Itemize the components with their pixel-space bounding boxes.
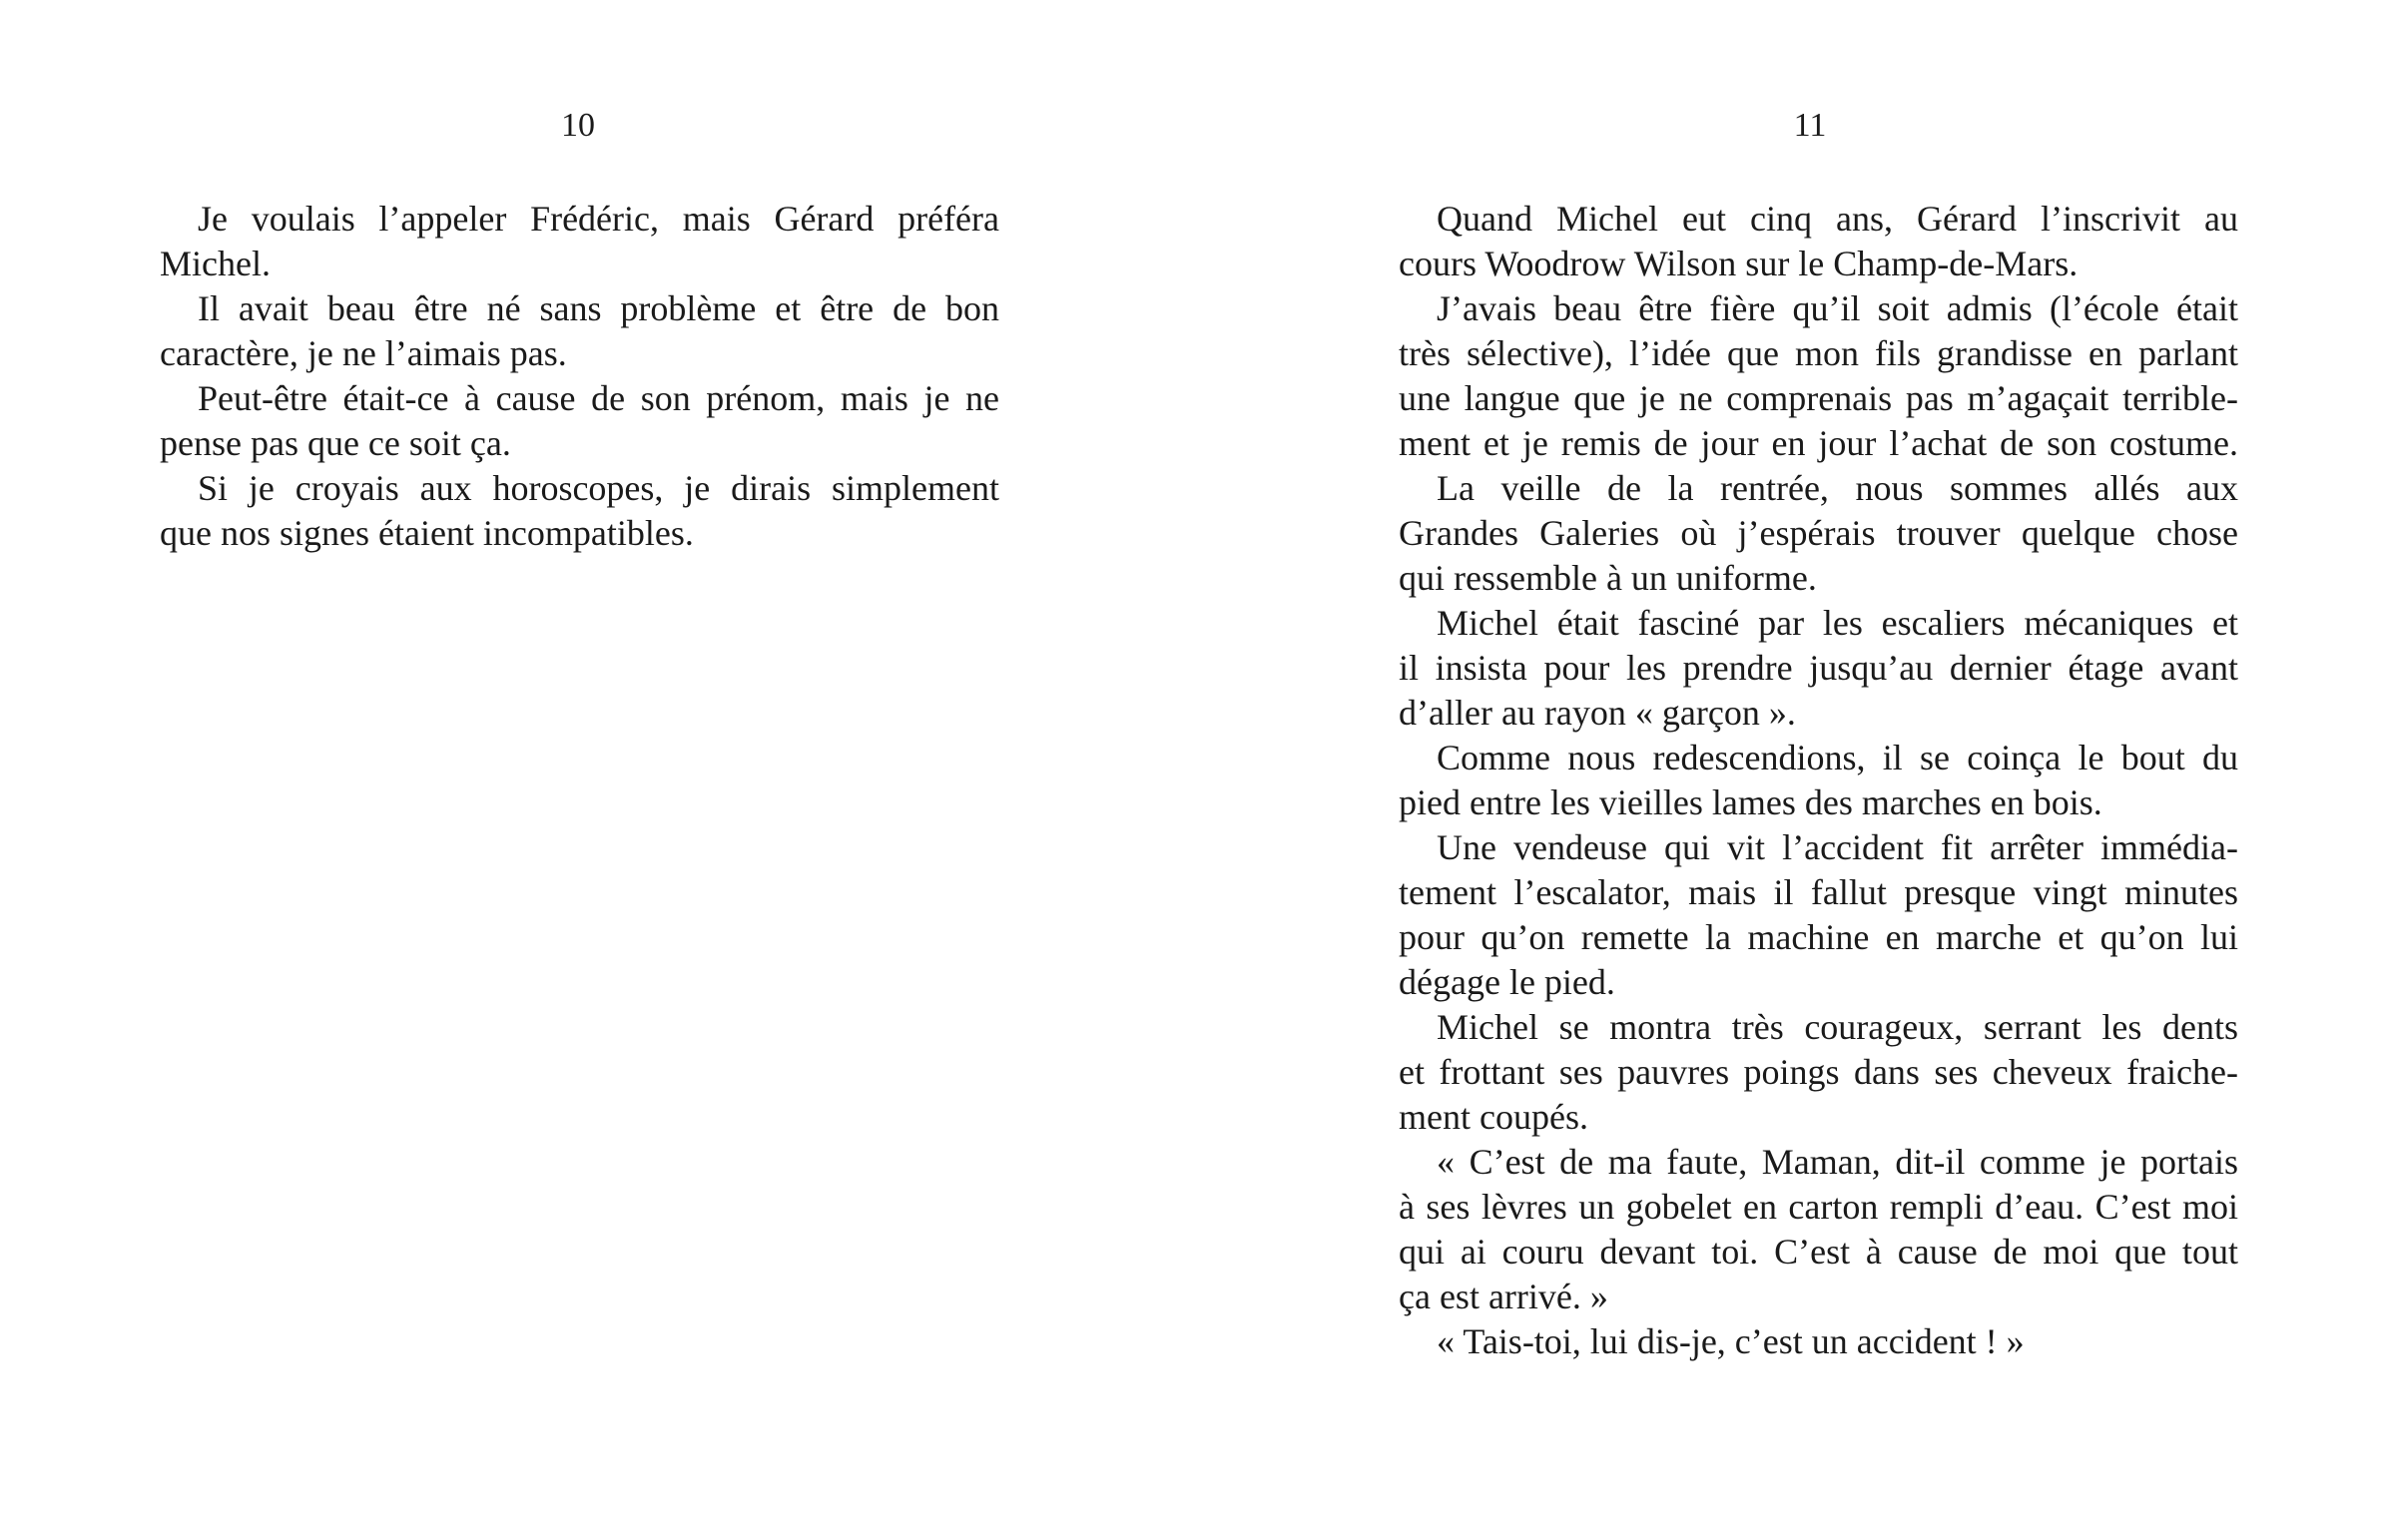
text-line: Michel. xyxy=(160,244,271,283)
text-line: une langue que je ne comprenais pas m’agaçait terrible- xyxy=(1399,378,2238,418)
text-line: ment et je remis de jour en jour l’achat de son costume. xyxy=(1399,423,2238,463)
text-line: « C’est de ma faute, Maman, dit-il comme je portais xyxy=(1437,1142,2238,1182)
text-line: « Tais-toi, lui dis-je, c’est un accident ! » xyxy=(1437,1321,2025,1361)
text-line: ça est arrivé. » xyxy=(1399,1277,1608,1316)
text-line: ment coupés. xyxy=(1399,1097,1588,1137)
text-line: pense pas que ce soit ça. xyxy=(160,423,511,463)
text-line: très sélective), l’idée que mon fils grandisse en parlant xyxy=(1399,333,2238,373)
text-line: pour qu’on remette la machine en marche et qu’on lui xyxy=(1399,917,2238,957)
text-line: caractère, je ne l’aimais pas. xyxy=(160,333,567,373)
left-page xyxy=(0,0,1190,1540)
page-number: 11 xyxy=(1793,107,1827,144)
text-line: Une vendeuse qui vit l’accident fit arrêter immédia- xyxy=(1437,827,2238,867)
text-line: La veille de la rentrée, nous sommes allés aux xyxy=(1437,468,2238,508)
text-line: et frottant ses pauvres poings dans ses cheveux fraiche- xyxy=(1399,1052,2238,1092)
text-line: Je voulais l’appeler Frédéric, mais Gérard préféra xyxy=(198,199,999,239)
text-line: Peut-être était-ce à cause de son prénom, mais je ne xyxy=(198,378,999,418)
text-line: que nos signes étaient incompatibles. xyxy=(160,513,694,553)
text-line: Michel se montra très courageux, serrant les dents xyxy=(1437,1007,2238,1047)
text-line: Il avait beau être né sans problème et être de bon xyxy=(198,288,999,328)
text-line: qui ressemble à un uniforme. xyxy=(1399,558,1817,598)
text-line: pied entre les vieilles lames des marches en bois. xyxy=(1399,782,2102,822)
text-line: dégage le pied. xyxy=(1399,962,1615,1002)
text-line: à ses lèvres un gobelet en carton rempli d’eau. C’est moi xyxy=(1399,1187,2238,1227)
text-line: Michel était fasciné par les escaliers mécaniques et xyxy=(1437,603,2238,643)
text-line: il insista pour les prendre jusqu’au dernier étage avant xyxy=(1399,648,2238,688)
page-number: 10 xyxy=(561,107,595,144)
text-line: Comme nous redescendions, il se coinça le bout du xyxy=(1437,738,2238,777)
text-line: Quand Michel eut cinq ans, Gérard l’inscrivit au xyxy=(1437,199,2238,239)
text-line: Grandes Galeries où j’espérais trouver quelque chose xyxy=(1399,513,2238,553)
text-line: tement l’escalator, mais il fallut presque vingt minutes xyxy=(1399,872,2238,912)
text-line: Si je croyais aux horoscopes, je dirais simplement xyxy=(198,468,999,508)
text-line: d’aller au rayon « garçon ». xyxy=(1399,693,1796,733)
text-line: J’avais beau être fière qu’il soit admis (l’école était xyxy=(1437,288,2238,328)
page-text xyxy=(1399,197,2238,1364)
page-text xyxy=(160,197,999,556)
right-page xyxy=(1191,0,2381,1540)
text-line: qui ai couru devant toi. C’est à cause de moi que tout xyxy=(1399,1232,2238,1272)
text-line: cours Woodrow Wilson sur le Champ-de-Mars. xyxy=(1399,244,2079,283)
